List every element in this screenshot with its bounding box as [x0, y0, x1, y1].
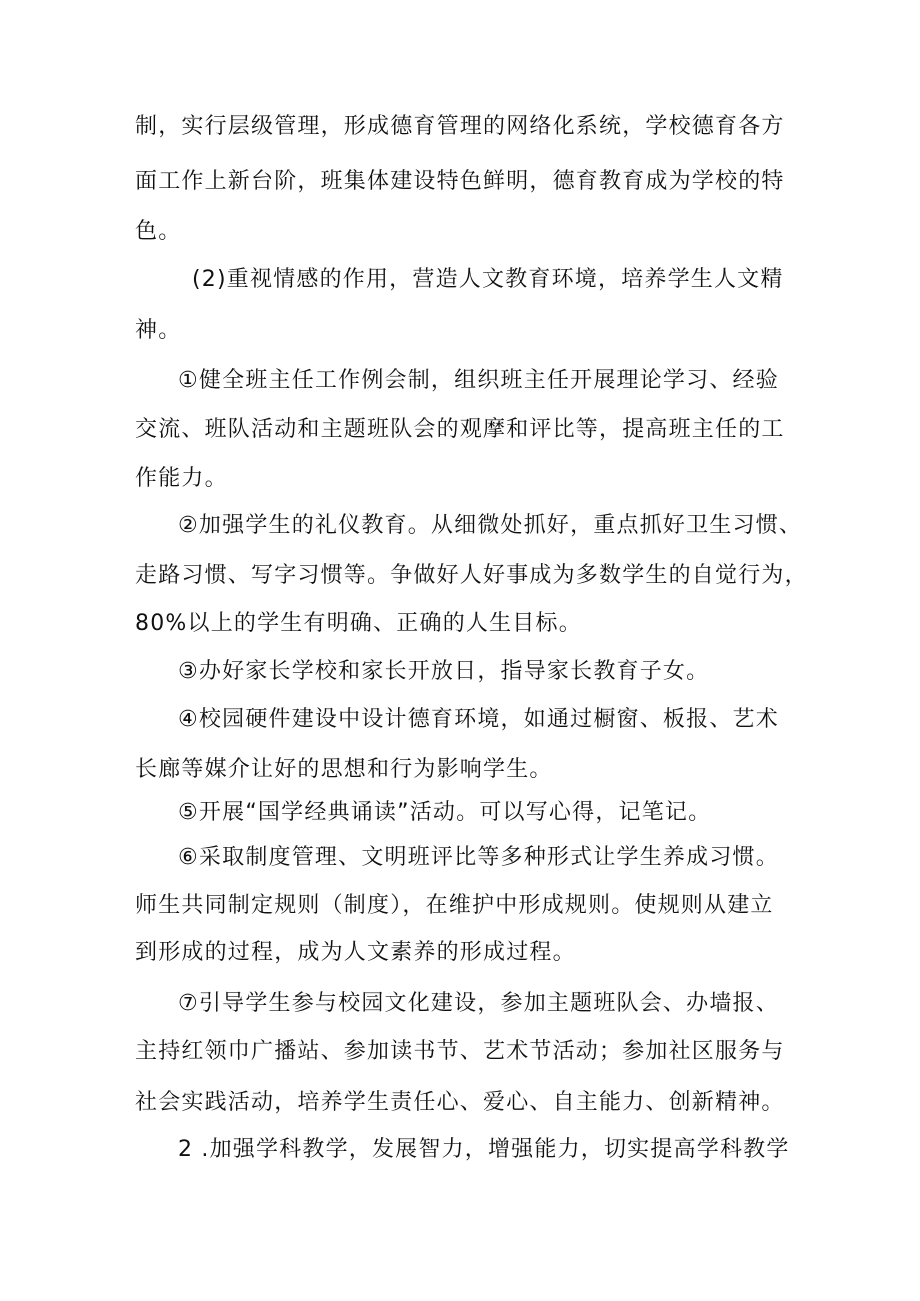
text-line: 面工作上新台阶，班集体建设特色鲜明，德育教育成为学校的特 [135, 169, 785, 194]
text-line: 作能力。 [135, 466, 228, 491]
text-line: 走路习惯、写字习惯等。争做好人好事成为多数学生的自觉行为， [135, 563, 808, 588]
text-line: ⑤开展“国学经典诵读”活动。可以写心得，记笔记。 [178, 800, 712, 825]
text-line: 2 .加强学科教学，发展智力，增强能力，切实提高学科教学 [178, 1137, 790, 1162]
text-line: ③办好家长学校和家长开放日，指导家长教育子女。 [178, 659, 710, 684]
text-line: ⑥采取制度管理、文明班评比等多种形式让学生养成习惯。 [178, 845, 779, 870]
text-line: 制，实行层级管理，形成德育管理的网络化系统，学校德育各方 [135, 114, 785, 139]
text-line: 色。 [135, 219, 182, 244]
text-line: 主持红领巾广播站、参加读书节、艺术节活动；参加社区服务与 [135, 1039, 785, 1064]
text-line: 长廊等媒介让好的思想和行为影响学生。 [135, 757, 553, 782]
text-line: 交流、班队活动和主题班队会的观摩和评比等，提高班主任的工 [135, 417, 785, 442]
text-line: 到形成的过程，成为人文素养的形成过程。 [135, 940, 576, 965]
text-line: ①健全班主任工作例会制，组织班主任开展理论学习、经验 [178, 368, 779, 393]
text-line: ②加强学生的礼仪教育。从细微处抓好，重点抓好卫生习惯、 [178, 513, 803, 538]
text-line: 师生共同制定规则（制度），在维护中形成规则。使规则从建立 [135, 893, 774, 918]
text-line: ④校园硬件建设中设计德育环境，如通过橱窗、板报、艺术 [178, 707, 779, 732]
text-line: (2)重视情感的作用，营造人文教育环境，培养学生人文精 [192, 267, 784, 292]
text-line: ⑦引导学生参与校园文化建设，参加主题班队会、办墙报、 [178, 991, 779, 1016]
text-line: 神。 [135, 318, 182, 343]
text-line: 社会实践活动，培养学生责任心、爱心、自主能力、创新精神。 [135, 1090, 785, 1115]
text-line: 80%以上的学生有明确、正确的人生目标。 [135, 611, 582, 636]
